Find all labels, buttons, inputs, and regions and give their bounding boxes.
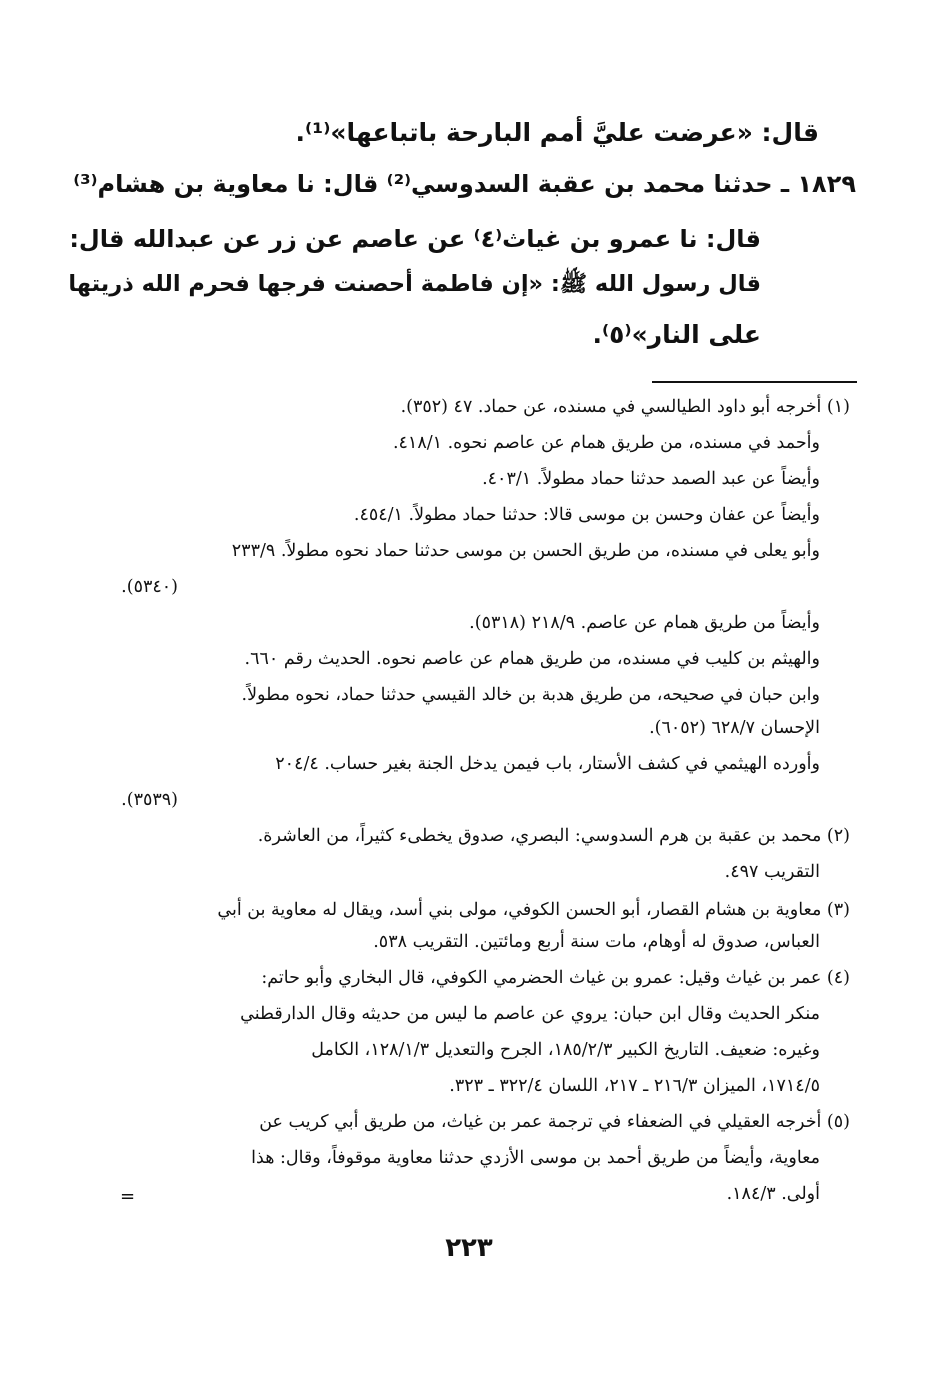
footnote-3-line-1: (٣) معاوية بن هشام القصار، أبو الحسن الكوفي، مولى بني أسد، ويقال له معاوية بن أبي bbox=[217, 900, 850, 920]
footnote-4-line-4: ١٧١٤/٥، الميزان ٢١٦/٣ ـ ٢١٧، اللسان ٣٢٢/٤ ـ ٣٢٣. bbox=[449, 1076, 820, 1096]
main-text-line-2: ١٨٢٩ ـ حدثنا محمد بن عقبة السدوسي⁽²⁾ قال: نا معاوية بن هشام⁽³⁾ bbox=[73, 170, 856, 198]
footnote-1-line-3: وأيضاً عن عبد الصمد حدثنا حماد مطولاً. ٤٠٣/١. bbox=[482, 469, 820, 489]
main-text-line-3: قال: نا عمرو بن غياث⁽٤⁾ عن عاصم عن زر عن عبدالله قال: bbox=[69, 225, 761, 253]
footnote-1-line-10: الإحسان ٦٢٨/٧ (٦٠٥٢). bbox=[649, 718, 820, 738]
main-text-line-5: على النار»⁽٥⁾. bbox=[592, 320, 761, 349]
footnote-4-line-1: (٤) عمر بن غياث وقيل: عمرو بن غياث الحضرمي الكوفي، قال البخاري وأبو حاتم: bbox=[261, 968, 850, 988]
footnote-1-line-12: (٣٥٣٩). bbox=[121, 790, 178, 810]
footnote-1-line-4: وأيضاً عن عفان وحسن بن موسى قالا: حدثنا حماد مطولاً. ٤٥٤/١. bbox=[353, 505, 820, 525]
footnote-5-line-1: (٥) أخرجه العقيلي في الضعفاء في ترجمة عمر بن غياث، من طريق أبي كريب عن bbox=[259, 1112, 850, 1132]
footnote-1-line-11: وأورده الهيثمي في كشف الأستار، باب فيمن يدخل الجنة بغير حساب. ٢٠٤/٤ bbox=[275, 754, 820, 774]
main-text-line-1: قال: «عرضت عليَّ أمم البارحة باتباعها»⁽¹⁾. bbox=[295, 118, 819, 147]
footnote-separator bbox=[652, 381, 857, 383]
footnote-1-line-9: وابن حبان في صحيحه، من طريق هدبة بن خالد القيسي حدثنا حماد، نحوه مطولاً. bbox=[241, 685, 820, 705]
footnote-1-line-1: (١) أخرجه أبو داود الطيالسي في مسنده، عن حماد. ٤٧ (٣٥٢). bbox=[400, 397, 850, 417]
footnote-1-line-6: (٥٣٤٠). bbox=[121, 577, 178, 597]
footnote-5-line-3: أولى. ١٨٤/٣. bbox=[726, 1184, 820, 1204]
footnote-3-line-2: العباس، صدوق له أوهام، مات سنة أربع ومائتين. التقريب ٥٣٨. bbox=[373, 932, 820, 952]
footnote-1-line-7: وأيضاً من طريق همام عن عاصم. ٢١٨/٩ (٥٣١٨). bbox=[469, 613, 820, 633]
footnote-5-line-2: معاوية، وأيضاً من طريق أحمد بن موسى الأزدي حدثنا معاوية موقوفاً، وقال: هذا bbox=[251, 1148, 820, 1168]
continuation-mark: = bbox=[120, 1186, 136, 1207]
page-number: ٢٢٣ bbox=[445, 1233, 493, 1263]
footnote-4-line-2: منكر الحديث وقال ابن حبان: يروي عن عاصم ما ليس من حديثه وقال الدارقطني bbox=[240, 1004, 820, 1024]
footnote-1-line-8: والهيثم بن كليب في مسنده، من طريق همام عن عاصم نحوه. الحديث رقم ٦٦٠. bbox=[244, 649, 820, 669]
footnote-4-line-3: وغيره: ضعيف. التاريخ الكبير ١٨٥/٢/٣، الجرح والتعديل ١٢٨/١/٣، الكامل bbox=[311, 1040, 820, 1060]
main-text-line-4: قال رسول الله ﷺ: «إن فاطمة أحصنت فرجها فحرم الله ذريتها bbox=[68, 271, 761, 297]
footnote-1-line-5: وأبو يعلى في مسنده، من طريق الحسن بن موسى حدثنا حماد نحوه مطولاً. ٢٣٣/٩ bbox=[231, 541, 820, 561]
footnote-2-line-2: التقريب ٤٩٧. bbox=[724, 862, 820, 882]
footnote-2-line-1: (٢) محمد بن عقبة بن هرم السدوسي: البصري، صدوق يخطىء كثيراً، من العاشرة. bbox=[257, 826, 850, 846]
footnote-1-line-2: وأحمد في مسنده، من طريق همام عن عاصم نحوه. ٤١٨/١. bbox=[392, 433, 820, 453]
